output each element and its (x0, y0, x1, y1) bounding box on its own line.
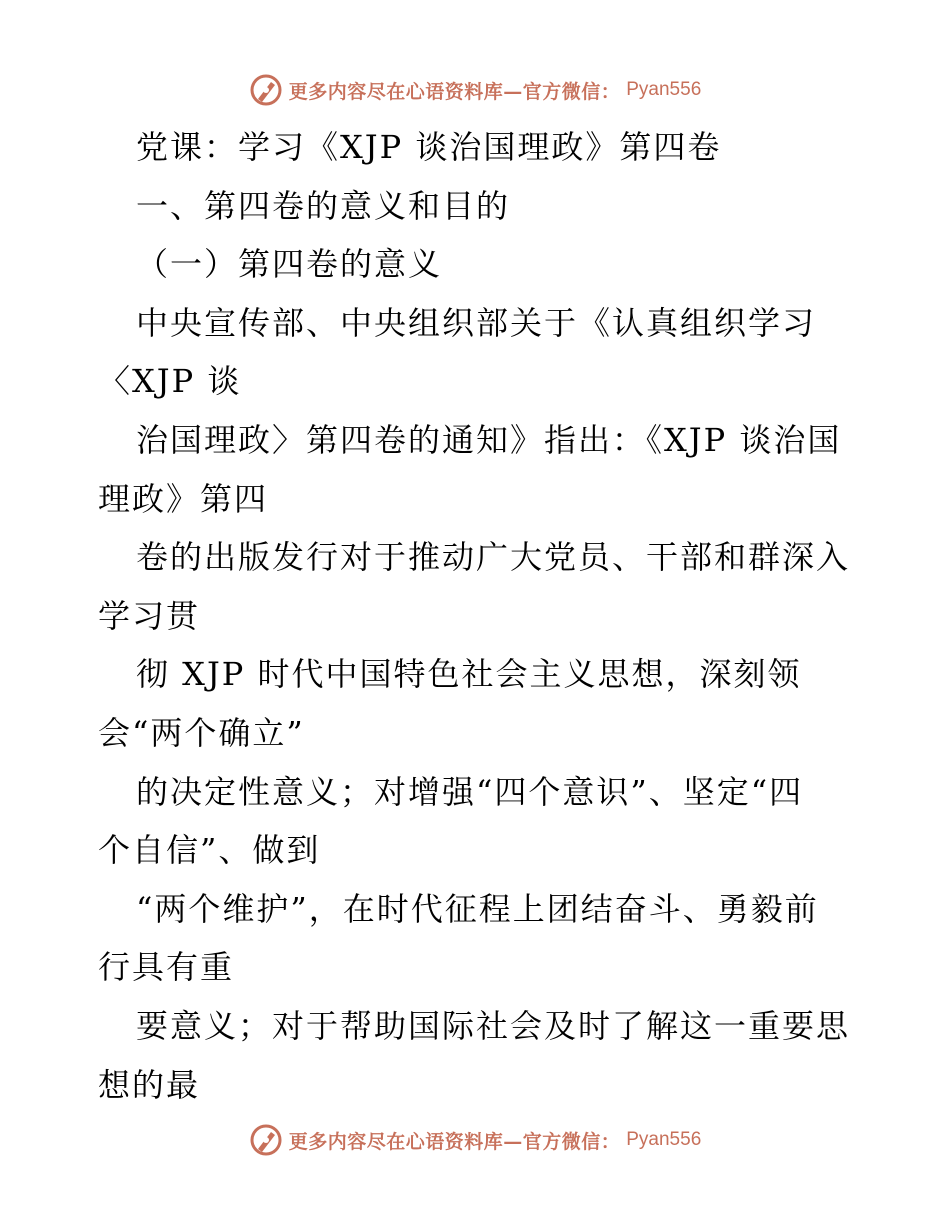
document-title: 党课：学习《XJP 谈治国理政》第四卷 (136, 128, 722, 166)
body-line: 要意义；对于帮助国际社会及时了解这一重要思 (136, 1006, 851, 1045)
body-line: “两个维护”，在时代征程上团结奋斗、勇毅前 (136, 889, 819, 928)
pen-logo-icon (249, 73, 283, 107)
body-line: 行具有重 (98, 948, 235, 987)
body-line: 中央宣传部、中央组织部关于《认真组织学习 (136, 303, 817, 342)
body-line: 彻 XJP 时代中国特色社会主义思想，深刻领 (136, 655, 802, 694)
subsection-heading: （一）第四卷的意义 (136, 245, 443, 284)
body-line: 学习贯 (98, 596, 201, 635)
body-line: 个自信”、做到 (98, 831, 321, 870)
body-line: 治国理政〉第四卷的通知》指出：《XJP 谈治国 (136, 420, 842, 459)
body-line: 卷的出版发行对于推动广大党员、干部和群深入 (136, 538, 851, 577)
header-watermark (0, 70, 950, 110)
pen-logo-icon (249, 1123, 283, 1157)
body-line: 想的最 (98, 1065, 201, 1104)
document-body (98, 118, 858, 1114)
footer-watermark (0, 1120, 950, 1160)
body-line: 的决定性意义；对增强“四个意识”、坚定“四 (136, 772, 804, 811)
header-text: 更多内容尽在心语资料库—官方微信： (288, 80, 621, 103)
body-line: 理政》第四 (98, 479, 269, 518)
section-heading: 一、第四卷的意义和目的 (136, 186, 511, 225)
footer-text: 更多内容尽在心语资料库—官方微信： (288, 1130, 621, 1153)
body-line: 会“两个确立” (98, 713, 305, 752)
footer-wechat-id: Pyan556 (626, 1129, 702, 1150)
body-line: 〈XJP 谈 (98, 362, 242, 401)
header-wechat-id: Pyan556 (626, 79, 702, 100)
